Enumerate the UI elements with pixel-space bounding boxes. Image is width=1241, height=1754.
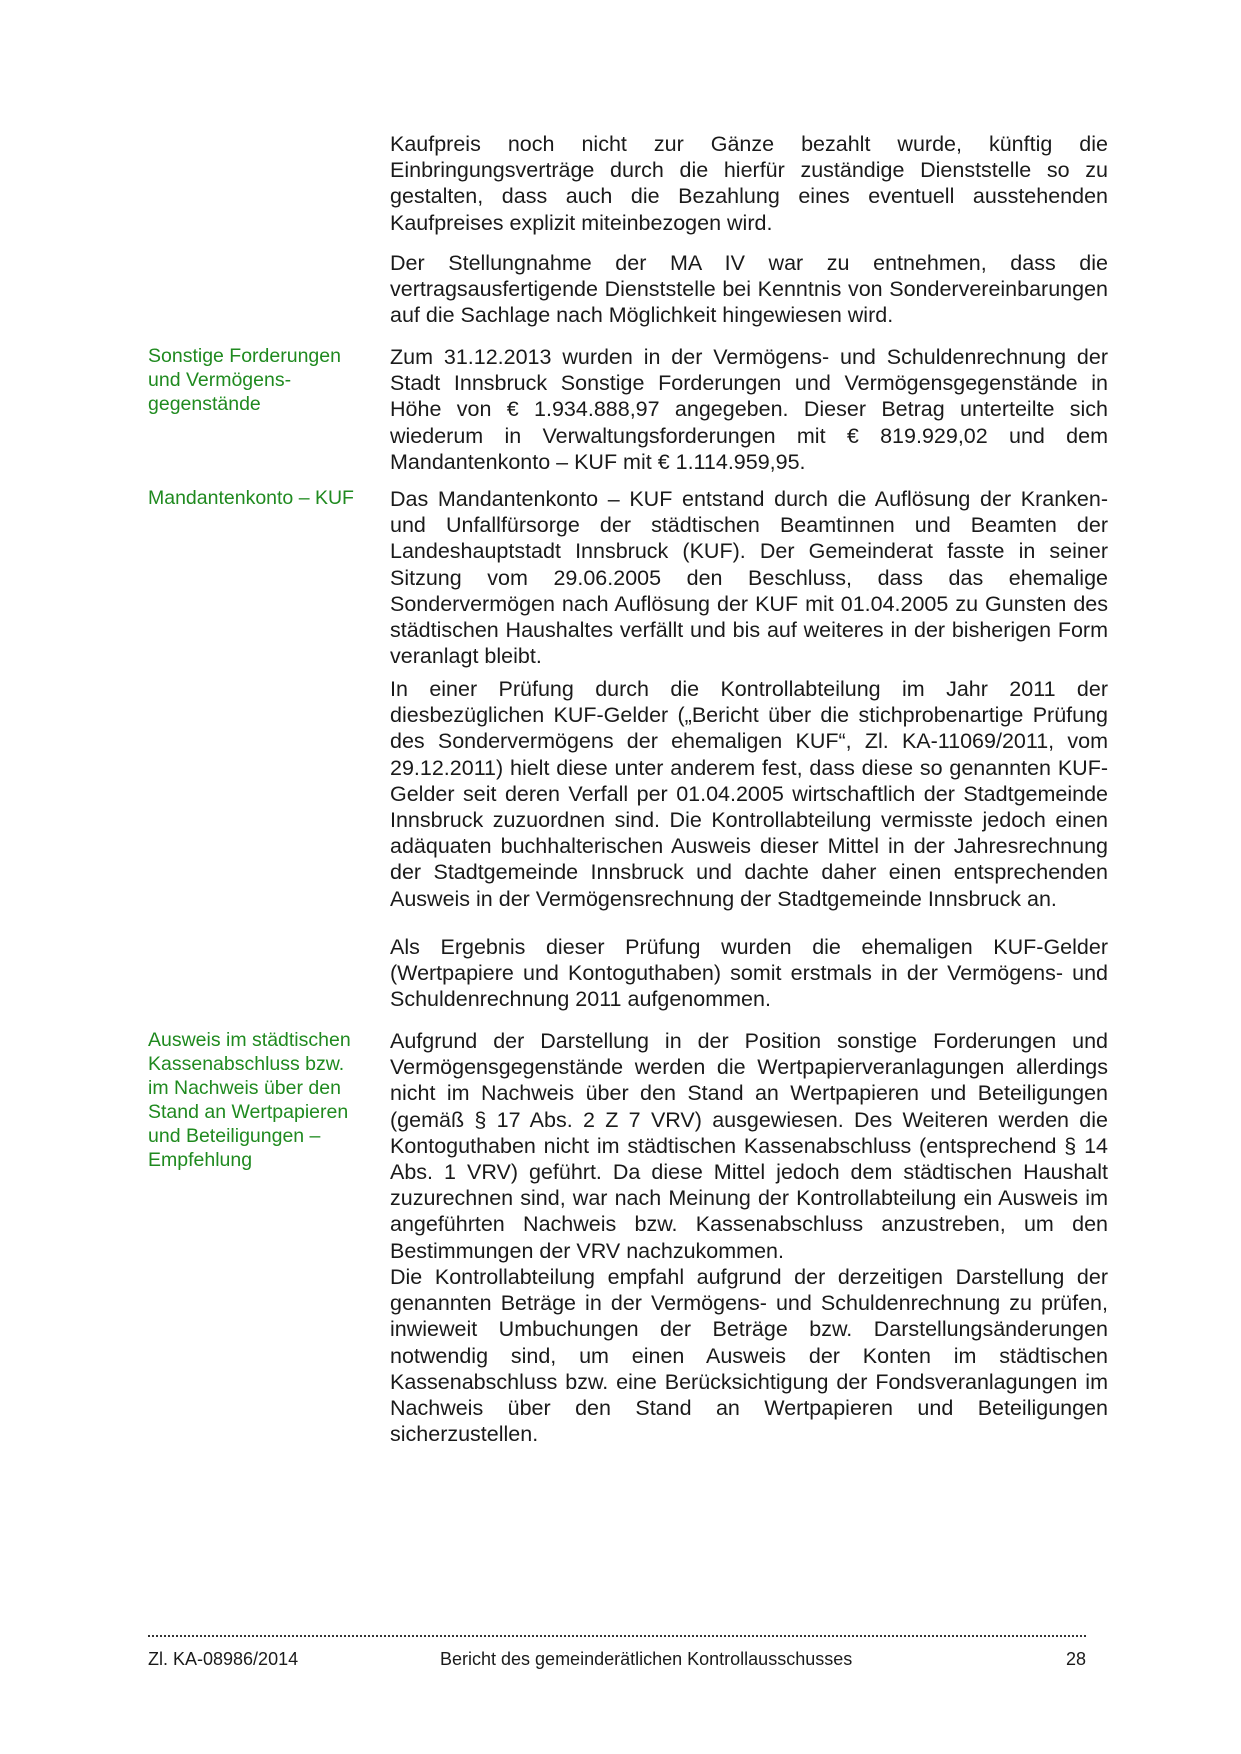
body-paragraph: Das Mandantenkonto – KUF entstand durch die Auflösung der Kranken- und Unfallfürsorge der städtischen Beamtinnen und Beamten der Landeshauptstadt Innsbruck (KUF). Der Gemeinderat fasste in seiner Sitzung vom 29.06.2005 den Beschluss, dass das ehemalige Sondervermögen nach Auflösung der KUF mit 01.04.2005 zu Gunsten des städtischen Haushaltes verfällt und bis auf weiteres in der bisherigen Form veranlagt bleibt.: [390, 487, 1108, 669]
body-paragraph: In einer Prüfung durch die Kontrollabteilung im Jahr 2011 der diesbezüglichen KUF-Gelder („Bericht über die stichprobenartige Prüfung des Sondervermögens der ehemaligen KUF“, Zl. KA-11069/2011, vom 29.12.2011) hielt diese unter anderem fest, dass diese so genannten KUF-Gelder seit deren Verfall per 01.04.2005 wirtschaftlich der Stadtgemeinde Innsbruck zuzuordnen sind. Die Kontrollabteilung vermisste jedoch einen adäquaten buchhalterischen Ausweis dieser Mittel in der Jahresrechnung der Stadtgemeinde Innsbruck und dachte daher einen entsprechenden Ausweis in der Vermögensrechnung der Stadtgemeinde Innsbruck an.: [390, 677, 1108, 911]
side-heading-line: und Beteiligungen –: [148, 1125, 321, 1147]
body-paragraph: Aufgrund der Darstellung in der Position sonstige Forderungen und Vermögensgegenstände werden die Wertpapierveranlagungen allerdings nicht im Nachweis über den Stand an Wertpapieren und Beteiligungen (gemäß § 17 Abs. 2 Z 7 VRV) ausgewiesen. Des Weiteren werden die Kontoguthaben nicht im städtischen Kassenabschluss (entsprechend § 14 Abs. 1 VRV) geführt. Da diese Mittel jedoch dem städtischen Haushalt zuzurechnen sind, war nach Meinung der Kontrollabteilung ein Ausweis im angeführten Nachweis bzw. Kassenabschluss anzustreben, um den Bestimmungen der VRV nachzukommen.: [390, 1029, 1108, 1263]
side-heading: [148, 486, 368, 510]
side-heading-line: und Vermögens-: [148, 369, 292, 391]
side-heading-line: Kassenabschluss bzw.: [148, 1053, 345, 1075]
body-paragraph: Die Kontrollabteilung empfahl aufgrund der derzeitigen Darstellung der genannten Beträge in der Vermögens- und Schuldenrechnung zu prüfen, inwieweit Umbuchungen der Beträge bzw. Darstellungsänderungen notwendig sind, um einen Ausweis der Konten im städtischen Kassenabschluss bzw. eine Berücksichtigung der Fondsveranlagungen im Nachweis über den Stand an Wertpapieren und Beteiligungen sicherzustellen.: [390, 1265, 1108, 1447]
page-number: 28: [1065, 1649, 1086, 1669]
body-paragraph: Kaufpreis noch nicht zur Gänze bezahlt wurde, künftig die Einbringungsverträge durch die hierfür zuständige Dienststelle so zu gestalten, dass auch die Bezahlung eines eventuell ausstehenden Kaufpreises explizit miteinbezogen wird.: [390, 132, 1108, 235]
footer-divider: [148, 1635, 1086, 1637]
side-heading: [148, 1028, 368, 1172]
body-paragraph: Zum 31.12.2013 wurden in der Vermögens- und Schuldenrechnung der Stadt Innsbruck Sonstige Forderungen und Vermögensgegenstände in Höhe von € 1.934.888,97 angegeben. Dieser Betrag unterteilte sich wiederum in Verwaltungsforderungen mit € 819.929,02 und dem Mandantenkonto – KUF mit € 1.114.959,95.: [390, 345, 1108, 474]
side-heading-line: Empfehlung: [148, 1149, 253, 1171]
side-heading-line: Ausweis im städtischen: [148, 1029, 351, 1051]
side-heading-line: Sonstige Forderungen: [148, 345, 341, 367]
side-heading-line: gegenstände: [148, 393, 261, 415]
side-heading-line: im Nachweis über den: [148, 1077, 341, 1099]
side-heading-line: Mandantenkonto – KUF: [148, 487, 354, 509]
footer-title: Bericht des gemeinderätlichen Kontrollausschusses: [440, 1649, 853, 1669]
body-paragraph: Der Stellungnahme der MA IV war zu entnehmen, dass die vertragsausfertigende Dienststelle bei Kenntnis von Sondervereinbarungen auf die Sachlage nach Möglichkeit hingewiesen wird.: [390, 251, 1108, 328]
side-heading-line: Stand an Wertpapieren: [148, 1101, 349, 1123]
footer-reference: Zl. KA-08986/2014: [148, 1649, 299, 1669]
body-paragraph: Als Ergebnis dieser Prüfung wurden die ehemaligen KUF-Gelder (Wertpapiere und Kontoguthaben) somit erstmals in der Vermögens- und Schuldenrechnung 2011 aufgenommen.: [390, 935, 1108, 1012]
side-heading: [148, 344, 368, 416]
